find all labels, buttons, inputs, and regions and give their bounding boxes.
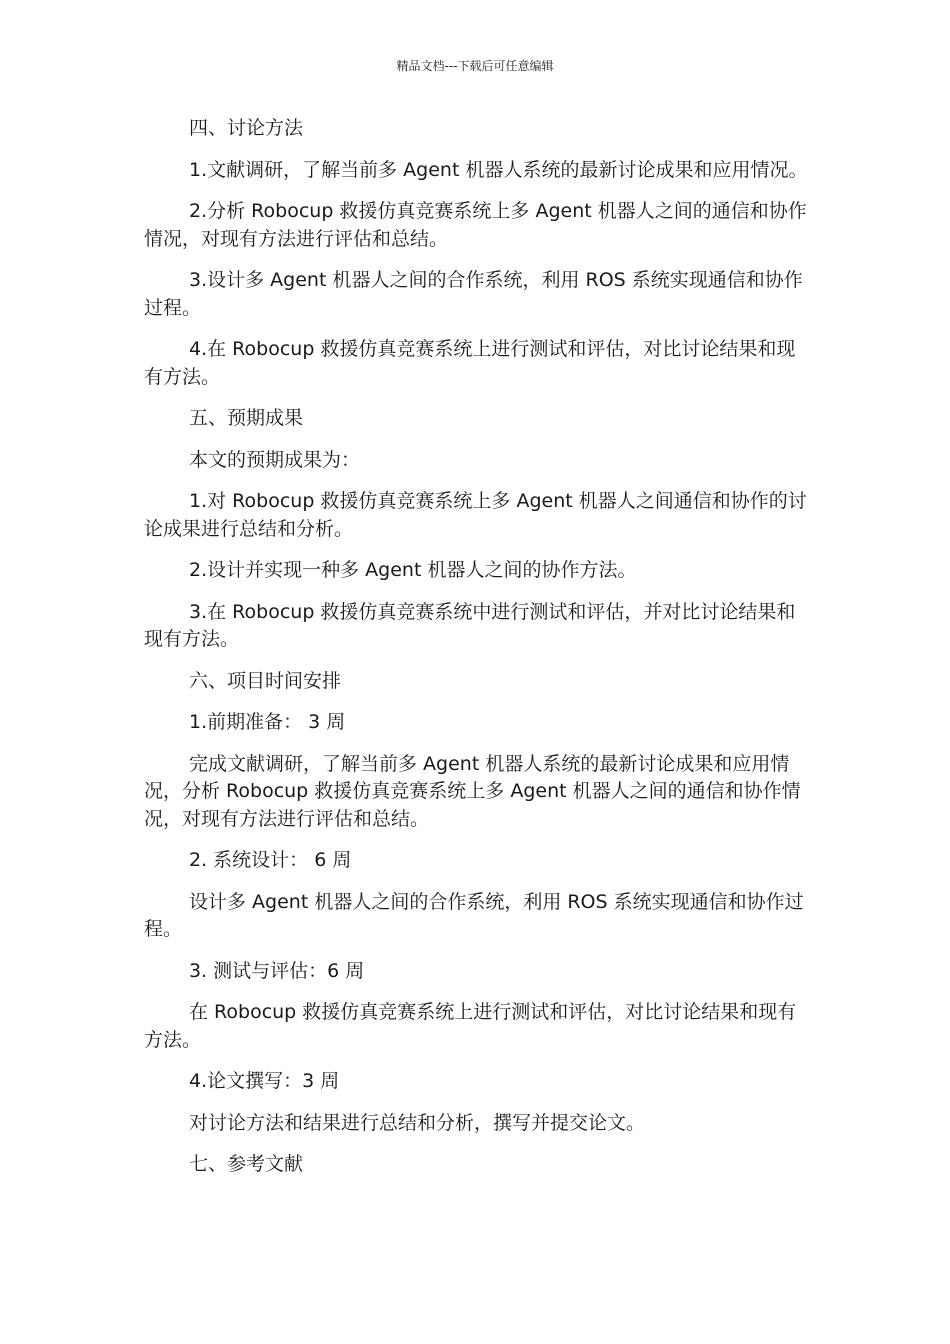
section-heading-schedule: 六、项目时间安排: [189, 669, 342, 692]
method-item-3: 3.设计多 Agent 机器人之间的合作系统，利用 ROS 系统实现通信和协作过程。: [144, 269, 803, 319]
document-body: [144, 115, 808, 1193]
schedule-item-2-description: 设计多 Agent 机器人之间的合作系统，利用 ROS 系统实现通信和协作过程。: [144, 890, 804, 940]
schedule-item-3-description: 在 Robocup 救援仿真竞赛系统上进行测试和评估，对比讨论结果和现有方法。: [144, 1001, 797, 1051]
schedule-item-1-description: 完成文献调研，了解当前多 Agent 机器人系统的最新讨论成果和应用情况，分析 Robocup 救援仿真竞赛系统上多 Agent 机器人之间的通信和协作情况，对现有方法进行评估和总结。: [144, 752, 801, 830]
schedule-item-4-title: 4.论文撰写：3 周: [189, 1070, 340, 1092]
method-item-1: 1.文献调研，了解当前多 Agent 机器人系统的最新讨论成果和应用情况。: [189, 158, 808, 181]
page-header-note: 精品文档---下载后可任意编辑: [396, 59, 554, 73]
section-heading-methods: 四、讨论方法: [189, 117, 304, 139]
expected-result-item-3: 3.在 Robocup 救援仿真竞赛系统中进行测试和评估，并对比讨论结果和现有方法。: [144, 600, 796, 650]
schedule-item-4-description: 对讨论方法和结果进行总结和分析，撰写并提交论文。: [189, 1111, 646, 1134]
method-item-4: 4.在 Robocup 救援仿真竞赛系统上进行测试和评估，对比讨论结果和现有方法。: [144, 338, 796, 388]
schedule-item-3-title: 3. 测试与评估：6 周: [189, 959, 365, 982]
section-heading-references: 七、参考文献: [189, 1153, 304, 1175]
section-heading-expected-results: 五、预期成果: [189, 407, 304, 429]
expected-result-item-1: 1.对 Robocup 救援仿真竞赛系统上多 Agent 机器人之间通信和协作的讨论成果进行总结和分析。: [144, 490, 807, 540]
expected-result-item-2: 2.设计并实现一种多 Agent 机器人之间的协作方法。: [189, 559, 637, 581]
schedule-item-2-title: 2. 系统设计： 6 周: [189, 849, 352, 871]
expected-results-intro: 本文的预期成果为：: [189, 448, 361, 471]
method-item-2: 2.分析 Robocup 救援仿真竞赛系统上多 Agent 机器人之间的通信和协作情况，对现有方法进行评估和总结。: [144, 200, 807, 250]
schedule-item-1-title: 1.前期准备： 3 周: [189, 711, 346, 733]
